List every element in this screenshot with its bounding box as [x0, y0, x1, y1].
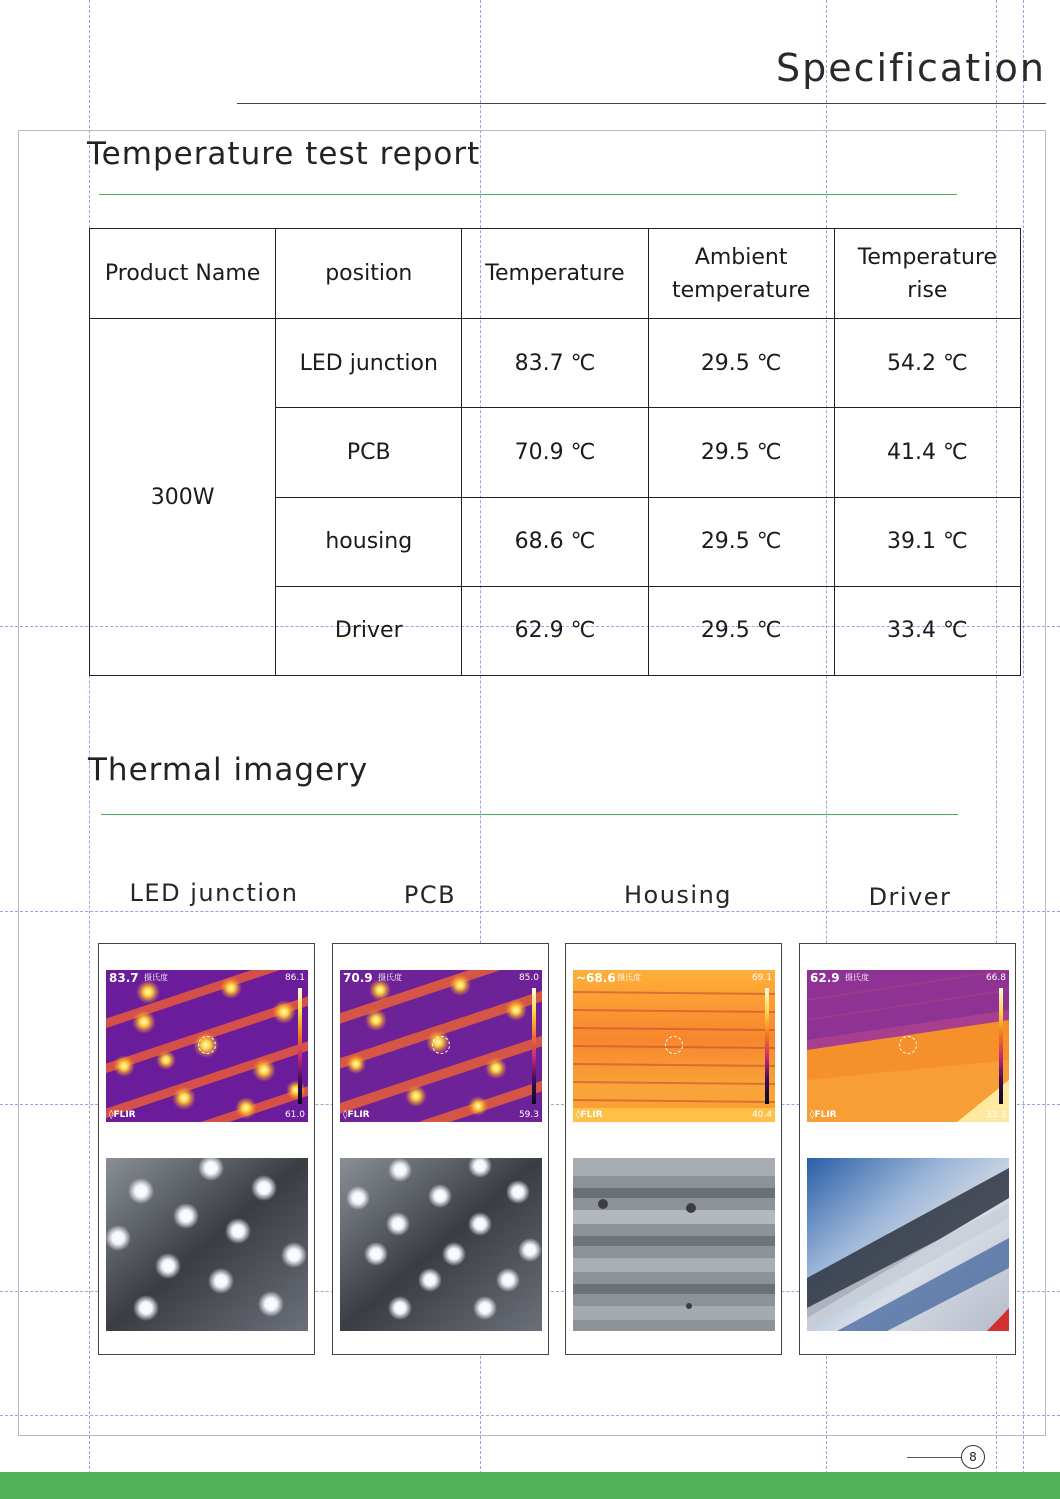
thermal-reading: 70.9 — [343, 971, 373, 985]
visible-photo — [340, 1158, 542, 1331]
image-card-led-junction — [98, 943, 315, 1355]
position-cell: PCB — [276, 408, 462, 497]
temperature-cell: 70.9 ℃ — [462, 408, 648, 497]
ambient-cell: 29.5 ℃ — [648, 408, 834, 497]
visible-photo — [573, 1158, 775, 1331]
thermal-unit: 摄氏度 — [378, 973, 402, 982]
crosshair-icon — [665, 1036, 683, 1054]
color-scale-bar — [298, 988, 302, 1104]
scale-max: 86.1 — [284, 973, 305, 983]
header-ambient-temperature: Ambient temperature — [648, 229, 834, 319]
header-product-name: Product Name — [90, 229, 276, 319]
crosshair-icon — [899, 1036, 917, 1054]
thermal-image — [573, 970, 775, 1122]
section-title-thermal: Thermal imagery — [88, 752, 369, 788]
rise-cell: 39.1 ℃ — [834, 497, 1020, 586]
scale-min: 33.3 — [985, 1110, 1006, 1120]
title-divider — [237, 103, 1046, 104]
image-label-pcb: PCB — [403, 881, 457, 909]
section-divider — [99, 194, 957, 195]
position-cell: Driver — [276, 586, 462, 675]
crosshair-icon — [198, 1036, 216, 1054]
image-label-led-junction: LED junction — [129, 879, 299, 907]
scale-min: 40.4 — [751, 1110, 772, 1120]
scale-min: 59.3 — [518, 1110, 539, 1120]
temperature-cell: 68.6 ℃ — [462, 497, 648, 586]
temperature-cell: 83.7 ℃ — [462, 319, 648, 408]
image-label-housing: Housing — [623, 881, 733, 909]
thermal-reading: ~68.6 — [576, 971, 616, 985]
ambient-cell: 29.5 ℃ — [648, 497, 834, 586]
thermal-unit: 摄氏度 — [144, 973, 168, 982]
thermal-image — [807, 970, 1009, 1122]
flir-logo: ◊FLIR — [810, 1110, 837, 1120]
thermal-reading: 83.7 — [109, 971, 139, 985]
section-divider — [101, 814, 958, 815]
visible-photo — [807, 1158, 1009, 1331]
crosshair-icon — [432, 1036, 450, 1054]
ambient-cell: 29.5 ℃ — [648, 319, 834, 408]
color-scale-bar — [532, 988, 536, 1104]
flir-logo: ◊FLIR — [343, 1110, 370, 1120]
footer-accent-bar — [0, 1472, 1060, 1499]
page-title: Specification — [776, 46, 1046, 90]
section-title-temperature: Temperature test report — [87, 136, 481, 172]
color-scale-bar — [765, 988, 769, 1104]
header-temperature-rise: Temperature rise — [834, 229, 1020, 319]
image-card-driver — [799, 943, 1016, 1355]
visible-photo — [106, 1158, 308, 1331]
scale-max: 69.1 — [751, 973, 772, 983]
position-cell: housing — [276, 497, 462, 586]
thermal-image — [106, 970, 308, 1122]
thermal-image — [340, 970, 542, 1122]
thermal-reading: 62.9 — [810, 971, 840, 985]
page-number: 8 — [961, 1445, 985, 1469]
product-cell: 300W — [90, 319, 276, 676]
color-scale-bar — [999, 988, 1003, 1104]
temperature-table — [89, 228, 1021, 676]
position-cell: LED junction — [276, 319, 462, 408]
image-card-pcb — [332, 943, 549, 1355]
image-label-driver: Driver — [868, 883, 952, 911]
scale-max: 85.0 — [518, 973, 539, 983]
temperature-cell: 62.9 ℃ — [462, 586, 648, 675]
footer-rule — [907, 1457, 961, 1458]
table-header-row — [90, 229, 1021, 319]
header-position: position — [276, 229, 462, 319]
rise-cell: 41.4 ℃ — [834, 408, 1020, 497]
image-card-housing — [565, 943, 782, 1355]
scale-max: 66.8 — [985, 973, 1006, 983]
thermal-unit: 摄氏度 — [617, 973, 641, 982]
table-row — [90, 319, 1021, 408]
flir-logo: ◊FLIR — [109, 1110, 136, 1120]
rise-cell: 54.2 ℃ — [834, 319, 1020, 408]
rise-cell: 33.4 ℃ — [834, 586, 1020, 675]
header-temperature: Temperature — [462, 229, 648, 319]
flir-logo: ◊FLIR — [576, 1110, 603, 1120]
scale-min: 61.0 — [284, 1110, 305, 1120]
thermal-unit: 摄氏度 — [845, 973, 869, 982]
ambient-cell: 29.5 ℃ — [648, 586, 834, 675]
